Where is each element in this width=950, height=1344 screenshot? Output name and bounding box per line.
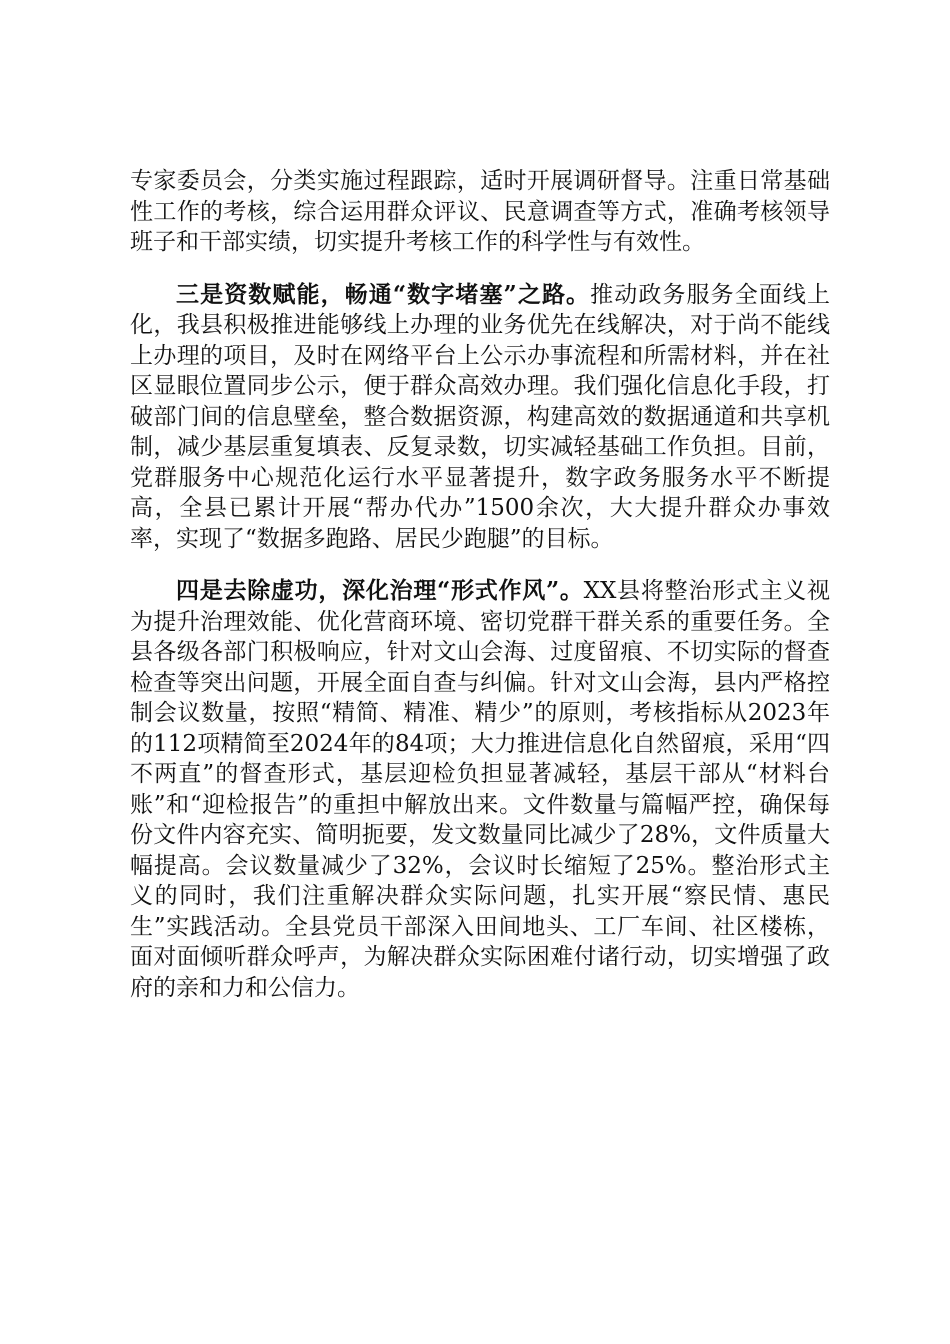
paragraph-1-body: 专家委员会，分类实施过程跟踪，适时开展调研督导。注重日常基础性工作的考核，综合运用群众评议、民意调查等方式，准确考核领导班子和干部实绩，切实提升考核工作的科学性与有效性。 bbox=[130, 168, 830, 255]
document-page bbox=[130, 166, 830, 1025]
paragraph-2-body: 推动政务服务全面线上化，我县积极推进能够线上办理的业务优先在线解决，对于尚不能线上办理的项目，及时在网络平台上公示办事流程和所需材料，并在社区显眼位置同步公示，便于群众高效办理。我们强化信息化手段，打破部门间的信息壁垒，整合数据资源，构建高效的数据通道和共享机制，减少基层重复填表、反复录数，切实减轻基础工作负担。目前，党群服务中心规范化运行水平显著提升，数字政务服务水平不断提高，全县已累计开展“帮办代办”1500余次，大大提升群众办事效率，实现了“数据多跑路、居民少跑腿”的目标。 bbox=[130, 281, 830, 552]
paragraph-3-body: XX县将整治形式主义视为提升治理效能、优化营商环境、密切党群干群关系的重要任务。全县各级各部门积极响应，针对文山会海、过度留痕、不切实际的督查检查等突出问题，开展全面自查与纠偏。针对文山会海，县内严格控制会议数量，按照“精简、精准、精少”的原则，考核指标从2023年的112项精简至2024年的84项；大力推进信息化自然留痕，采用“四不两直”的督查形式，基层迎检负担显著减轻，基层干部从“材料台账”和“迎检报告”的重担中解放出来。文件数量与篇幅严控，确保每份文件内容充实、简明扼要，发文数量同比减少了28%，文件质量大幅提高。会议数量减少了32%，会议时长缩短了25%。整治形式主义的同时，我们注重解决群众实际问题，扎实开展“察民情、惠民生”实践活动。全县党员干部深入田间地头、工厂车间、社区楼栋，面对面倾听群众呼声，为解决群众实际困难付诸行动，切实增强了政府的亲和力和公信力。 bbox=[130, 578, 830, 1001]
paragraph-3-heading: 四是去除虚功，深化治理“形式作风”。 bbox=[176, 577, 584, 604]
paragraph-2 bbox=[130, 280, 830, 555]
paragraph-1 bbox=[130, 166, 830, 258]
paragraph-2-heading: 三是资数赋能，畅通“数字堵塞”之路。 bbox=[176, 280, 591, 308]
paragraph-3 bbox=[130, 576, 830, 1003]
